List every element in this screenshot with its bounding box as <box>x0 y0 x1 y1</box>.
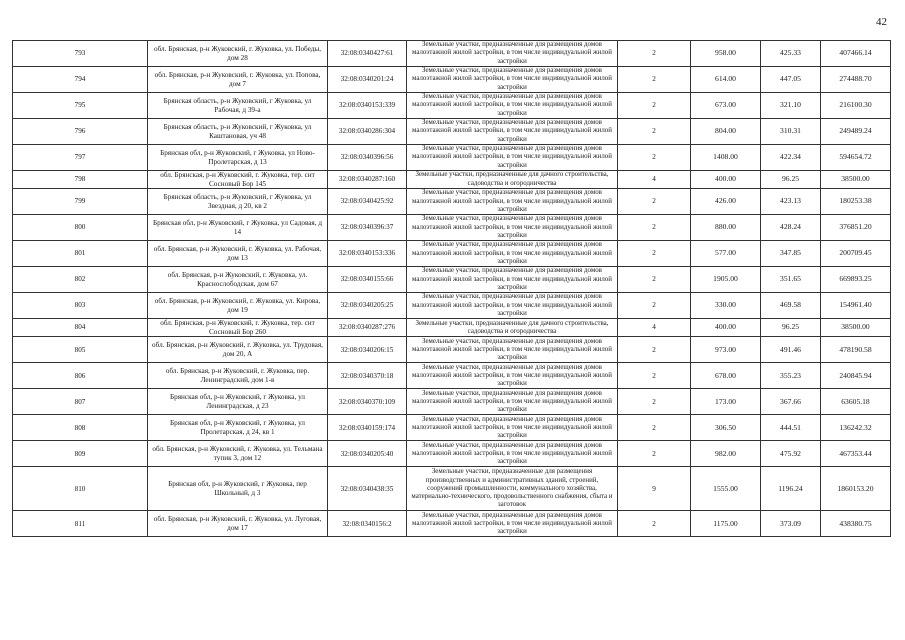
land-use-cell: Земельные участки, предназначенные для размещения домов малоэтажной жилой застройки, в том числе индивидуальной жилой застройки <box>407 145 618 171</box>
address-cell: обл. Брянская, р-н Жуковский, г. Жуковка, ул. Победы, дом 28 <box>148 41 328 67</box>
land-use-cell: Земельные участки, предназначенные для размещения домов малоэтажной жилой застройки, в том числе индивидуальной жилой застройки <box>407 511 618 537</box>
row-number: 801 <box>13 241 148 267</box>
table-row <box>13 267 891 293</box>
area-cell: 1555.00 <box>691 467 761 511</box>
land-use-cell: Земельные участки, предназначенные для размещения домов малоэтажной жилой застройки, в том числе индивидуальной жилой застройки <box>407 67 618 93</box>
cadastral-value-cell: 594654.72 <box>821 145 891 171</box>
land-use-cell: Земельные участки, предназначенные для размещения домов малоэтажной жилой застройки, в том числе индивидуальной жилой застройки <box>407 337 618 363</box>
cadastral-number-cell: 32:08:0340438:35 <box>328 467 407 511</box>
land-use-cell: Земельные участки, предназначенные для размещения производственных и административных зданий, строений, сооружений промышленности, коммунального хозяйства, материально-технического, продовольственного снабжения, сбыта и заготовок <box>407 467 618 511</box>
land-use-cell: Земельные участки, предназначенные для дачного строительства, садоводства и огородничества <box>407 171 618 189</box>
unit-value-cell: 425.33 <box>761 41 821 67</box>
land-use-cell: Земельные участки, предназначенные для размещения домов малоэтажной жилой застройки, в том числе индивидуальной жилой застройки <box>407 93 618 119</box>
row-number: 811 <box>13 511 148 537</box>
unit-value-cell: 469.58 <box>761 293 821 319</box>
land-use-cell: Земельные участки, предназначенные для размещения домов малоэтажной жилой застройки, в том числе индивидуальной жилой застройки <box>407 189 618 215</box>
cadastral-value-cell: 200709.45 <box>821 241 891 267</box>
address-cell: обл. Брянская, р-н Жуковский, г. Жуковка, тер. снт Сосновый Бор 145 <box>148 171 328 189</box>
land-use-cell: Земельные участки, предназначенные для размещения домов малоэтажной жилой застройки, в том числе индивидуальной жилой застройки <box>407 293 618 319</box>
unit-value-cell: 373.09 <box>761 511 821 537</box>
area-cell: 1175.00 <box>691 511 761 537</box>
table-row <box>13 241 891 267</box>
use-group-cell: 2 <box>618 441 691 467</box>
area-cell: 958.00 <box>691 41 761 67</box>
address-cell: Брянская обл, р-н Жуковский, г Жуковка, пер Школьный, д 3 <box>148 467 328 511</box>
cadastral-number-cell: 32:08:0340155:66 <box>328 267 407 293</box>
cadastral-number-cell: 32:08:0340201:24 <box>328 67 407 93</box>
land-use-cell: Земельные участки, предназначенные для размещения домов малоэтажной жилой застройки, в том числе индивидуальной жилой застройки <box>407 415 618 441</box>
land-use-cell: Земельные участки, предназначенные для размещения домов малоэтажной жилой застройки, в том числе индивидуальной жилой застройки <box>407 363 618 389</box>
cadastral-number-cell: 32:08:0340396:37 <box>328 215 407 241</box>
area-cell: 400.00 <box>691 171 761 189</box>
cadastral-number-cell: 32:08:0340396:56 <box>328 145 407 171</box>
use-group-cell: 2 <box>618 389 691 415</box>
cadastral-value-cell: 376851.20 <box>821 215 891 241</box>
table-row <box>13 441 891 467</box>
table-row <box>13 511 891 537</box>
row-number: 807 <box>13 389 148 415</box>
area-cell: 400.00 <box>691 319 761 337</box>
table-row <box>13 171 891 189</box>
row-number: 806 <box>13 363 148 389</box>
unit-value-cell: 1196.24 <box>761 467 821 511</box>
table-row <box>13 145 891 171</box>
cadastral-value-cell: 467353.44 <box>821 441 891 467</box>
table-row <box>13 215 891 241</box>
cadastral-value-cell: 478190.58 <box>821 337 891 363</box>
land-use-cell: Земельные участки, предназначенные для размещения домов малоэтажной жилой застройки, в том числе индивидуальной жилой застройки <box>407 215 618 241</box>
address-cell: обл. Брянская, р-н Жуковский, г. Жуковка, ул. Тельмана тупик 3, дом 12 <box>148 441 328 467</box>
use-group-cell: 2 <box>618 337 691 363</box>
table-row <box>13 389 891 415</box>
area-cell: 306.50 <box>691 415 761 441</box>
address-cell: Брянская область, р-н Жуковский, г Жуковка, ул Каштановая, уч 48 <box>148 119 328 145</box>
land-use-cell: Земельные участки, предназначенные для размещения домов малоэтажной жилой застройки, в том числе индивидуальной жилой застройки <box>407 119 618 145</box>
row-number: 803 <box>13 293 148 319</box>
cadastral-value-cell: 154961.40 <box>821 293 891 319</box>
unit-value-cell: 422.34 <box>761 145 821 171</box>
use-group-cell: 2 <box>618 241 691 267</box>
land-use-cell: Земельные участки, предназначенные для размещения домов малоэтажной жилой застройки, в том числе индивидуальной жилой застройки <box>407 41 618 67</box>
cadastral-number-cell: 32:08:0340427:61 <box>328 41 407 67</box>
address-cell: обл. Брянская, р-н Жуковский, г. Жуковка, пер. Ленинградский, дом 1-в <box>148 363 328 389</box>
cadastral-value-cell: 1860153.20 <box>821 467 891 511</box>
address-cell: обл. Брянская, р-н Жуковский, г. Жуковка, ул. Луговая, дом 17 <box>148 511 328 537</box>
table-body <box>13 41 891 537</box>
address-cell: обл. Брянская, р-н Жуковский, г. Жуковка, ул. Рабочая, дом 13 <box>148 241 328 267</box>
unit-value-cell: 310.31 <box>761 119 821 145</box>
area-cell: 804.00 <box>691 119 761 145</box>
unit-value-cell: 491.46 <box>761 337 821 363</box>
cadastral-number-cell: 32:08:0340287:276 <box>328 319 407 337</box>
area-cell: 330.00 <box>691 293 761 319</box>
table-row <box>13 363 891 389</box>
area-cell: 678.00 <box>691 363 761 389</box>
cadastral-value-cell: 249489.24 <box>821 119 891 145</box>
unit-value-cell: 367.66 <box>761 389 821 415</box>
use-group-cell: 9 <box>618 467 691 511</box>
cadastral-number-cell: 32:08:0340206:15 <box>328 337 407 363</box>
use-group-cell: 4 <box>618 319 691 337</box>
table-row <box>13 293 891 319</box>
unit-value-cell: 355.23 <box>761 363 821 389</box>
use-group-cell: 2 <box>618 67 691 93</box>
use-group-cell: 2 <box>618 93 691 119</box>
row-number: 804 <box>13 319 148 337</box>
table-row <box>13 189 891 215</box>
area-cell: 1408.00 <box>691 145 761 171</box>
use-group-cell: 2 <box>618 415 691 441</box>
address-cell: Брянская обл, р-н Жуковский, г Жуковка, ул Ленинградская, д 23 <box>148 389 328 415</box>
row-number: 802 <box>13 267 148 293</box>
land-use-cell: Земельные участки, предназначенные для размещения домов малоэтажной жилой застройки, в том числе индивидуальной жилой застройки <box>407 389 618 415</box>
cadastral-value-cell: 240845.94 <box>821 363 891 389</box>
cadastral-number-cell: 32:08:0340205:40 <box>328 441 407 467</box>
cadastral-value-cell: 38500.00 <box>821 319 891 337</box>
use-group-cell: 2 <box>618 119 691 145</box>
cadastral-number-cell: 32:08:0340287:160 <box>328 171 407 189</box>
use-group-cell: 4 <box>618 171 691 189</box>
use-group-cell: 2 <box>618 267 691 293</box>
area-cell: 426.00 <box>691 189 761 215</box>
cadastral-number-cell: 32:08:0340286:304 <box>328 119 407 145</box>
address-cell: Брянская область, р-н Жуковский, г Жуковка, ул Рабочая, д 39-а <box>148 93 328 119</box>
cadastral-number-cell: 32:08:0340370:18 <box>328 363 407 389</box>
row-number: 809 <box>13 441 148 467</box>
use-group-cell: 2 <box>618 145 691 171</box>
cadastral-value-cell: 38500.00 <box>821 171 891 189</box>
row-number: 805 <box>13 337 148 363</box>
area-cell: 1905.00 <box>691 267 761 293</box>
cadastral-number-cell: 32:08:0340153:339 <box>328 93 407 119</box>
table-row <box>13 467 891 511</box>
cadastral-number-cell: 32:08:0340370:109 <box>328 389 407 415</box>
row-number: 810 <box>13 467 148 511</box>
table-row <box>13 319 891 337</box>
row-number: 808 <box>13 415 148 441</box>
unit-value-cell: 475.92 <box>761 441 821 467</box>
land-use-cell: Земельные участки, предназначенные для дачного строительства, садоводства и огородничества <box>407 319 618 337</box>
row-number: 798 <box>13 171 148 189</box>
unit-value-cell: 351.65 <box>761 267 821 293</box>
row-number: 794 <box>13 67 148 93</box>
cadastral-value-cell: 216100.30 <box>821 93 891 119</box>
cadastral-value-cell: 438380.75 <box>821 511 891 537</box>
cadastral-number-cell: 32:08:0340156:2 <box>328 511 407 537</box>
unit-value-cell: 96.25 <box>761 319 821 337</box>
row-number: 797 <box>13 145 148 171</box>
row-number: 800 <box>13 215 148 241</box>
address-cell: обл. Брянская, р-н Жуковский, г. Жуковка, ул. Краснослободская, дом 67 <box>148 267 328 293</box>
table-row <box>13 93 891 119</box>
use-group-cell: 2 <box>618 293 691 319</box>
cadastral-value-cell: 63605.18 <box>821 389 891 415</box>
unit-value-cell: 428.24 <box>761 215 821 241</box>
cadastral-number-cell: 32:08:0340205:25 <box>328 293 407 319</box>
table-row <box>13 337 891 363</box>
unit-value-cell: 447.05 <box>761 67 821 93</box>
address-cell: Брянская область, р-н Жуковский, г Жуковка, ул Звездная, д 20, кв 2 <box>148 189 328 215</box>
table-row <box>13 67 891 93</box>
address-cell: Брянская обл, р-н Жуковский, г Жуковка, ул Садовая, д 14 <box>148 215 328 241</box>
area-cell: 973.00 <box>691 337 761 363</box>
table-row <box>13 415 891 441</box>
row-number: 793 <box>13 41 148 67</box>
page-number: 42 <box>876 16 887 28</box>
row-number: 799 <box>13 189 148 215</box>
cadastral-number-cell: 32:08:0340153:336 <box>328 241 407 267</box>
table-row <box>13 41 891 67</box>
use-group-cell: 2 <box>618 189 691 215</box>
unit-value-cell: 96.25 <box>761 171 821 189</box>
address-cell: обл. Брянская, р-н Жуковский, г. Жуковка, ул. Кирова, дом 19 <box>148 293 328 319</box>
cadastral-value-cell: 180253.38 <box>821 189 891 215</box>
area-cell: 577.00 <box>691 241 761 267</box>
row-number: 795 <box>13 93 148 119</box>
unit-value-cell: 444.51 <box>761 415 821 441</box>
unit-value-cell: 347.85 <box>761 241 821 267</box>
use-group-cell: 2 <box>618 511 691 537</box>
row-number: 796 <box>13 119 148 145</box>
address-cell: обл. Брянская, р-н Жуковский, г. Жуковка, тер. снт Сосновый Бор 260 <box>148 319 328 337</box>
cadastral-number-cell: 32:08:0340425:92 <box>328 189 407 215</box>
area-cell: 173.00 <box>691 389 761 415</box>
cadastral-value-cell: 407466.14 <box>821 41 891 67</box>
cadastral-value-cell: 274488.70 <box>821 67 891 93</box>
cadastral-value-cell: 669893.25 <box>821 267 891 293</box>
unit-value-cell: 423.13 <box>761 189 821 215</box>
address-cell: обл. Брянская, р-н Жуковский, г. Жуковка, ул. Трудовая, дом 20, А <box>148 337 328 363</box>
address-cell: Брянская обл, р-н Жуковский, г Жуковка, ул Ново-Пролетарская, д 13 <box>148 145 328 171</box>
use-group-cell: 2 <box>618 41 691 67</box>
table-row <box>13 119 891 145</box>
cadastral-value-cell: 136242.32 <box>821 415 891 441</box>
area-cell: 982.00 <box>691 441 761 467</box>
address-cell: обл. Брянская, р-н Жуковский, г. Жуковка, ул. Попова, дом 7 <box>148 67 328 93</box>
land-use-cell: Земельные участки, предназначенные для размещения домов малоэтажной жилой застройки, в том числе индивидуальной жилой застройки <box>407 267 618 293</box>
area-cell: 673.00 <box>691 93 761 119</box>
use-group-cell: 2 <box>618 215 691 241</box>
use-group-cell: 2 <box>618 363 691 389</box>
unit-value-cell: 321.10 <box>761 93 821 119</box>
address-cell: Брянская обл, р-н Жуковский, г Жуковка, ул Пролетарская, д 24, кв 1 <box>148 415 328 441</box>
cadastral-number-cell: 32:08:0340159:174 <box>328 415 407 441</box>
land-use-cell: Земельные участки, предназначенные для размещения домов малоэтажной жилой застройки, в том числе индивидуальной жилой застройки <box>407 241 618 267</box>
land-registry-table <box>12 40 891 537</box>
area-cell: 880.00 <box>691 215 761 241</box>
area-cell: 614.00 <box>691 67 761 93</box>
land-use-cell: Земельные участки, предназначенные для размещения домов малоэтажной жилой застройки, в том числе индивидуальной жилой застройки <box>407 441 618 467</box>
